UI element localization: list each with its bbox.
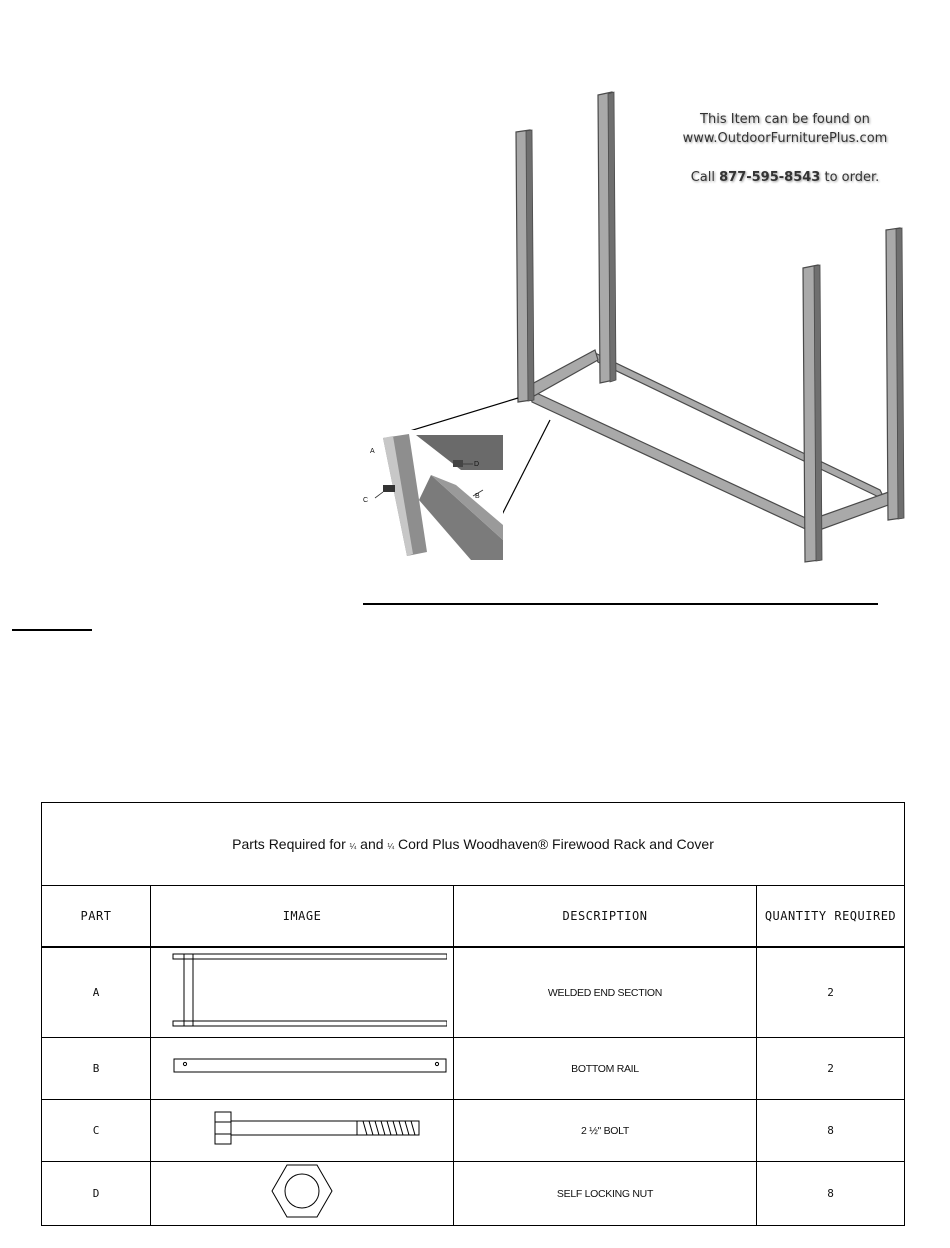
joint-detail-inset — [361, 430, 503, 560]
table-row — [42, 947, 905, 1038]
inset-label-b: B — [475, 493, 480, 500]
section-underline — [12, 629, 92, 631]
part-quantity: 2 — [757, 947, 905, 1038]
promo-website: www.OutdoorFurniturePlus.com — [682, 131, 888, 146]
part-letter: A — [42, 947, 151, 1038]
horizontal-rule — [363, 603, 878, 605]
parts-table-title: Parts Required for ¼ and ¼ Cord Plus Woodhaven® Firewood Rack and Cover — [42, 803, 905, 886]
part-letter: B — [42, 1038, 151, 1100]
promo-text — [660, 110, 910, 187]
promo-line-1: This Item can be found on — [700, 112, 870, 127]
table-row — [42, 1100, 905, 1162]
inset-label-d: D — [474, 461, 480, 468]
header-image: IMAGE — [151, 886, 454, 948]
part-description: BOTTOM RAIL — [454, 1038, 757, 1100]
part-letter: C — [42, 1100, 151, 1162]
inset-label-c: C — [363, 497, 369, 504]
bolt-drawing — [151, 1100, 454, 1162]
part-quantity: 8 — [757, 1100, 905, 1162]
promo-phone: 877-595-8543 — [719, 170, 821, 185]
header-part: PART — [42, 886, 151, 948]
part-quantity: 8 — [757, 1162, 905, 1226]
hex-nut-drawing — [151, 1162, 454, 1226]
table-row — [42, 1038, 905, 1100]
header-quantity: QUANTITY REQUIRED — [757, 886, 905, 948]
header-description: DESCRIPTION — [454, 886, 757, 948]
promo-call-line: Call 877-595-8543 to order. — [690, 170, 880, 185]
end-section-drawing — [151, 947, 454, 1038]
part-description: WELDED END SECTION — [454, 947, 757, 1038]
parts-table — [41, 802, 905, 1226]
part-letter: D — [42, 1162, 151, 1226]
part-description: 2 ½" BOLT — [454, 1100, 757, 1162]
bottom-rail-drawing — [151, 1038, 454, 1100]
inset-label-a: A — [370, 448, 375, 455]
table-row — [42, 1162, 905, 1226]
part-description: SELF LOCKING NUT — [454, 1162, 757, 1226]
part-quantity: 2 — [757, 1038, 905, 1100]
